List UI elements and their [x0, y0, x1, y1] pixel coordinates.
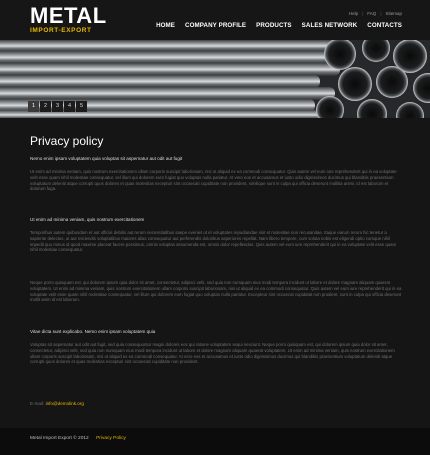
slider-pager: [28, 101, 87, 112]
lead-heading-3: Vitae dicta sunt explicabo. Nemo enim ipsam voluptatem quia: [30, 329, 156, 334]
copyright-text: Metal Import Export © 2012: [30, 436, 89, 441]
util-link-sitemap[interactable]: Sitemap: [385, 11, 402, 16]
privacy-policy-link[interactable]: Privacy Policy: [96, 436, 126, 441]
logo-title[interactable]: METAL: [30, 3, 107, 28]
main-nav: [156, 22, 402, 29]
header: [0, 0, 430, 40]
lead-heading-1: Nemo enim ipsam voluptatem quia voluptas sit aspernatur aut odit aut fugit: [30, 156, 183, 161]
util-link-help[interactable]: Help: [348, 11, 359, 16]
nav-sales-network[interactable]: SALES NETWORK: [301, 22, 358, 29]
util-separator: |: [362, 11, 364, 16]
paragraph-1: Ut enim ad minima veniam, quis nostrum exercitationem ullam corporis suscipit laboriosam, nisi ut aliquid ex ea commodi consequatur. Quis autem vel eum iure reprehenderit qui in ea voluptate velit esse quam nihil molestiae consequatur, vel illum qui dolorem eum fugiat quo voluptas nulla pariatur. At vero eos et accusamus et iusto odio dignissimos ducimus qui blanditiis praesentium voluptatum deleniti atque corrupti quos dolores et quas molestias excepturi sint occaecati cupiditate non provident, similique sunt in culpa qui officia deserunt mollitia animi, id est laborum et dolorum fuga.: [30, 169, 397, 192]
pager-item-3[interactable]: 3: [52, 101, 63, 112]
paragraph-2: Temporibus autem quibusdam et aut officiis debitis aut rerum necessitatibus saepe eveniet ut et voluptates repudiandae sint et molestiae non recusandae. Itaque earum rerum hic tenetur a sapiente delectus, ut aut reiciendis voluptatibus maiores alias consequatur aut perferendis doloribus asperiores repellat. Nam libero tempore, cum soluta nobis est eligendi optio cumque nihil impedit quo minus id quod maxime placeat facere possimus, omnis voluptas assumenda est, omnis dolor repellendus. Quis autem vel eum iure reprehenderit qui in ea voluptate velit esse quam nihil molestiae consequatur.: [30, 230, 397, 253]
pager-item-2[interactable]: 2: [40, 101, 51, 112]
pager-item-1[interactable]: 1: [28, 101, 39, 112]
email-row: [30, 401, 84, 406]
nav-contacts[interactable]: CONTACTS: [367, 22, 402, 29]
nav-home[interactable]: HOME: [156, 22, 176, 29]
pager-item-4[interactable]: 4: [64, 101, 75, 112]
paragraph-3: Neque porro quisquam est, qui dolorem ipsum quia dolor sit amet, consectetur, adipisci velit, sed quia non numquam eius modi tempora incidunt ut labore et dolore magnam aliquam quaerat voluptatem. Ut enim ad minima veniam, quis nostrum exercitationem ullam corporis suscipit laboriosam, nisi ut aliquid ex ea commodi consequatur. Quis autem vel eum iure reprehenderit qui in ea voluptate velit esse quam nihil molestiae consequatur, vel illum qui dolorem eum fugiat quo voluptas nulla pariatur. Excepteur sint occaecat cupidatat non proident, sunt in culpa qui officia deserunt mollit anim id est laborum.: [30, 280, 402, 303]
util-link-faq[interactable]: FAQ: [367, 11, 377, 16]
page-title: Privacy policy: [30, 134, 104, 148]
nav-company-profile[interactable]: COMPANY PROFILE: [185, 22, 247, 29]
footer: [0, 428, 430, 455]
email-label: E-mail:: [30, 401, 45, 406]
nav-products[interactable]: PRODUCTS: [256, 22, 292, 29]
lead-heading-2: Ut enim ad minima veniam, quis nostrum exercitationem: [30, 217, 145, 222]
main-content: [0, 118, 430, 428]
pager-item-5[interactable]: 5: [76, 101, 87, 112]
utility-links: [349, 11, 402, 16]
util-separator: |: [380, 11, 382, 16]
footer-copyright-row: [30, 436, 126, 441]
logo-subtitle: IMPORT-EXPORT: [30, 27, 92, 34]
paragraph-4: Voluptas sit aspernatur aut odit aut fugit, sed quia consequuntur magni dolores eos qui ratione voluptatem sequi nesciunt. Neque porro quisquam est, qui dolorem ipsum quia dolor sit amet, consectetur, adipisci velit, sed quia non numquam eius modi tempora incidunt ut labore et dolore magnam aliquam quaerat voluptatem. Ut enim ad minima veniam, quis nostrum exercitationem ullam corporis suscipit laboriosam, nisi ut aliquid ex ea commodi consequatur. At vero eos et accusamus et iusto odio dignissimos ducimus qui blanditiis praesentium voluptatum deleniti atque corrupti quos dolores et quas molestias excepturi sint occaecati cupiditate non provident.: [30, 342, 395, 365]
email-link[interactable]: info@demolink.org: [45, 401, 84, 406]
